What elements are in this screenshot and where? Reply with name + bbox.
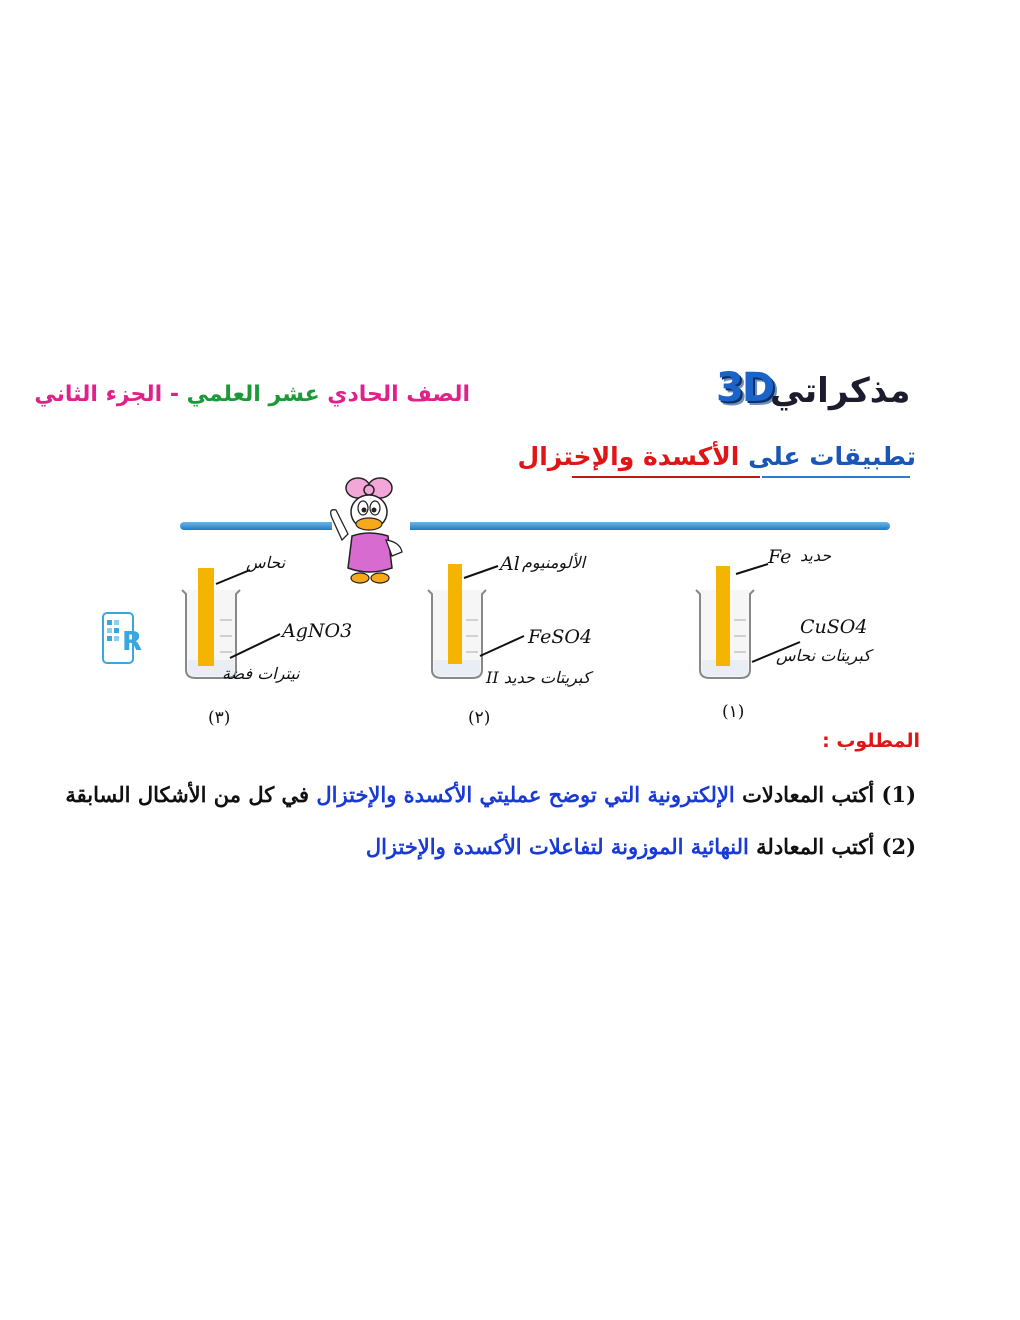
grade-part-2: عشر العلمي xyxy=(186,382,328,407)
question-number: (1) xyxy=(881,782,916,807)
solution-name-silver-nitrate: نيترات فضة xyxy=(222,664,300,683)
solution-label-agno3: AgNO3 xyxy=(282,620,353,642)
brand-logo xyxy=(712,362,911,414)
cartoon-duck-illustration xyxy=(322,470,414,588)
question-text: أكتب المعادلة xyxy=(748,834,882,859)
question-text: في كل من الأشكال السابقة xyxy=(65,782,317,807)
pointer-lines-figure-2 xyxy=(440,556,540,666)
figure-number-2: (٢) xyxy=(468,708,491,728)
solution-label-cuso4: CuSO4 xyxy=(800,616,868,638)
metal-name-copper: نحاس xyxy=(246,553,286,572)
title-underline xyxy=(572,476,760,478)
solution-name-iron-sulfate: كبريتات حديد II xyxy=(486,668,591,687)
grade-heading xyxy=(34,382,470,422)
metal-label-fe: Fe xyxy=(768,546,792,568)
divider-bar xyxy=(180,522,332,530)
question-text: أكتب المعادلات xyxy=(734,782,882,807)
question-number: (2) xyxy=(881,834,916,859)
solution-label-feso4: FeSO4 xyxy=(528,626,593,648)
grade-part-1: الصف الحادي xyxy=(327,382,470,407)
pointer-lines-figure-3 xyxy=(210,560,300,670)
svg-text:R: R xyxy=(122,627,143,657)
figure-number-1: (١) xyxy=(722,702,745,722)
question-2 xyxy=(366,834,916,859)
brand-3d-mark: 3D xyxy=(716,365,774,411)
metal-name-iron: حديد xyxy=(800,546,832,565)
divider-bar xyxy=(410,522,890,530)
question-1 xyxy=(65,782,916,807)
metal-label-al: Al xyxy=(500,553,520,575)
metal-name-aluminium: الألومنيوم xyxy=(522,553,586,572)
solution-name-copper-sulfate: كبريتات نحاس xyxy=(776,646,871,665)
question-highlight: النهائية الموزونة لتفاعلات الأكسدة والإختزال xyxy=(365,834,749,859)
question-highlight: الإلكترونية التي توضح عمليتي الأكسدة والإختزال xyxy=(316,782,735,807)
title-part-1: تطبيقات على xyxy=(739,442,916,471)
required-heading: المطلوب : xyxy=(822,730,920,752)
title-underline xyxy=(762,476,910,478)
figure-number-3: (٣) xyxy=(208,708,231,728)
r-logo-icon xyxy=(102,612,148,664)
title-part-2: الأكسدة والإختزال xyxy=(517,442,740,471)
brand-name: مذكراتي xyxy=(770,371,911,411)
grade-part-3: - الجزء الثاني xyxy=(34,382,187,407)
